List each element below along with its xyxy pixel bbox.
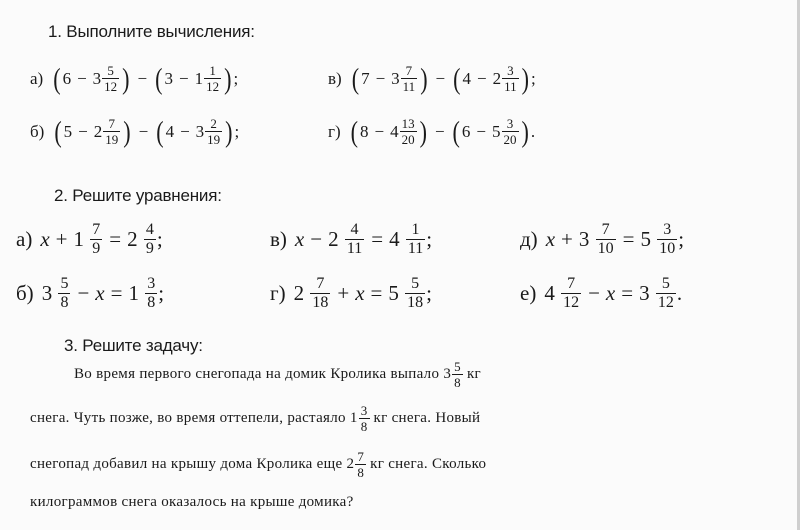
label: а) (30, 68, 44, 88)
fraction: $\frac{5}{18}$ (407, 275, 424, 311)
mixed-number: 3 $\frac{2}{19}$ (195, 116, 221, 147)
equation-2g: г) 2 $\frac{7}{18}$ + x = 5 $\frac{5}{18}$ ; (270, 275, 432, 311)
fraction: $\frac{7}{9}$ (92, 221, 101, 257)
mixed-number: 3 $\frac{5}{12}$ (639, 275, 674, 311)
expression-1a: а) ( 6 − 3 $\frac{5}{12}$ ) − ( 3 − 1 $\frac{1}{12}$ ) ; (30, 60, 239, 95)
section-3-title: 3. Решите задачу: (64, 336, 203, 355)
fraction: $\frac{3}{10}$ (659, 221, 676, 257)
fraction: $\frac{7}{19}$ (105, 116, 119, 147)
fraction: $\frac{7}{10}$ (597, 221, 614, 257)
fraction: $\frac{7}{8}$ (357, 449, 365, 480)
label: б) (30, 121, 45, 141)
mixed-number: 4 $\frac{1}{11}$ (389, 221, 424, 257)
mixed-number: 3 $\frac{7}{11}$ (391, 63, 416, 94)
fraction: $\frac{5}{12}$ (657, 275, 674, 311)
fraction: $\frac{4}{9}$ (145, 221, 154, 257)
problem-line-2: снега. Чуть позже, во время оттепели, растаяло 1 $\frac{3}{8}$ кг снега. Новый (30, 403, 481, 434)
mixed-number: 1 $\frac{1}{12}$ (194, 63, 220, 94)
expression-1v: в) ( 7 − 3 $\frac{7}{11}$ ) − ( 4 − 2 $\frac{3}{11}$ ) ; (328, 60, 536, 95)
fraction: $\frac{7}{18}$ (312, 275, 329, 311)
problem-line-4: килограммов снега оказалось на крыше домика? (30, 494, 354, 510)
mixed-number: 2 $\frac{4}{9}$ (127, 221, 154, 257)
expression-1g: г) ( 8 − 4 $\frac{13}{20}$ ) − ( 6 − 5 $\frac{3}{20}$ ) . (328, 113, 536, 148)
mixed-number: 1 $\frac{7}{9}$ (73, 221, 101, 257)
fraction: $\frac{4}{11}$ (346, 221, 363, 257)
mixed-number: 2 $\frac{7}{19}$ (93, 116, 119, 147)
fraction: $\frac{3}{20}$ (503, 116, 517, 147)
mixed-number: 4 $\frac{13}{20}$ (390, 116, 415, 147)
mixed-number: 2 $\frac{4}{11}$ (328, 221, 363, 257)
fraction: $\frac{5}{12}$ (104, 63, 118, 94)
fraction: $\frac{7}{12}$ (563, 275, 580, 311)
equation-2e: е) 4 $\frac{7}{12}$ − x = 3 $\frac{5}{12}$ . (520, 275, 683, 311)
problem-line-3: снегопад добавил на крышу дома Кролика еще 2 $\frac{7}{8}$ кг снега. Сколько (30, 449, 487, 480)
fraction: $\frac{2}{19}$ (207, 116, 221, 147)
label: г) (328, 121, 341, 141)
label: в) (328, 68, 342, 88)
mixed-number: 5 $\frac{3}{10}$ (640, 221, 676, 257)
mixed-number: 3 $\frac{5}{12}$ (92, 63, 118, 94)
expression-1b: б) ( 5 − 2 $\frac{7}{19}$ ) − ( 4 − 3 $\frac{2}{19}$ ) ; (30, 113, 240, 148)
fraction: $\frac{1}{11}$ (407, 221, 424, 257)
fraction: $\frac{3}{11}$ (504, 63, 517, 94)
equation-2b: б) 3 $\frac{5}{8}$ − x = 1 $\frac{3}{8}$ ; (16, 275, 165, 311)
mixed-number: 2 $\frac{7}{18}$ (293, 275, 329, 311)
mixed-number: 4 $\frac{7}{12}$ (544, 275, 580, 311)
fraction: $\frac{1}{12}$ (206, 63, 220, 94)
mixed-number: 3 $\frac{5}{8}$ (41, 275, 69, 311)
mixed-number: 5 $\frac{3}{20}$ (492, 116, 517, 147)
equation-2d: д) x + 3 $\frac{7}{10}$ = 5 $\frac{3}{10}$ ; (520, 221, 685, 257)
fraction: $\frac{3}{8}$ (147, 275, 156, 311)
fraction: $\frac{3}{8}$ (360, 403, 368, 434)
equation-2a: а) x + 1 $\frac{7}{9}$ = 2 $\frac{4}{9}$ ; (16, 221, 163, 257)
fraction: $\frac{5}{8}$ (454, 359, 461, 390)
mixed-number: 1 $\frac{3}{8}$ (128, 275, 156, 311)
fraction: $\frac{5}{8}$ (60, 275, 69, 311)
problem-line-1: Во время первого снегопада на домик Кролика выпало 3 $\frac{5}{8}$ кг (74, 359, 481, 390)
equation-2v: в) x − 2 $\frac{4}{11}$ = 4 $\frac{1}{11}$ ; (270, 221, 433, 257)
section-2-title: 2. Решите уравнения: (54, 186, 222, 205)
section-1-title: 1. Выполните вычисления: (48, 22, 255, 41)
mixed-number: 5 $\frac{5}{18}$ (388, 275, 424, 311)
mixed-number: 2 $\frac{3}{11}$ (492, 63, 517, 94)
fraction: $\frac{7}{11}$ (402, 63, 416, 94)
fraction: $\frac{13}{20}$ (401, 116, 415, 147)
mixed-number: 3 $\frac{7}{10}$ (578, 221, 614, 257)
